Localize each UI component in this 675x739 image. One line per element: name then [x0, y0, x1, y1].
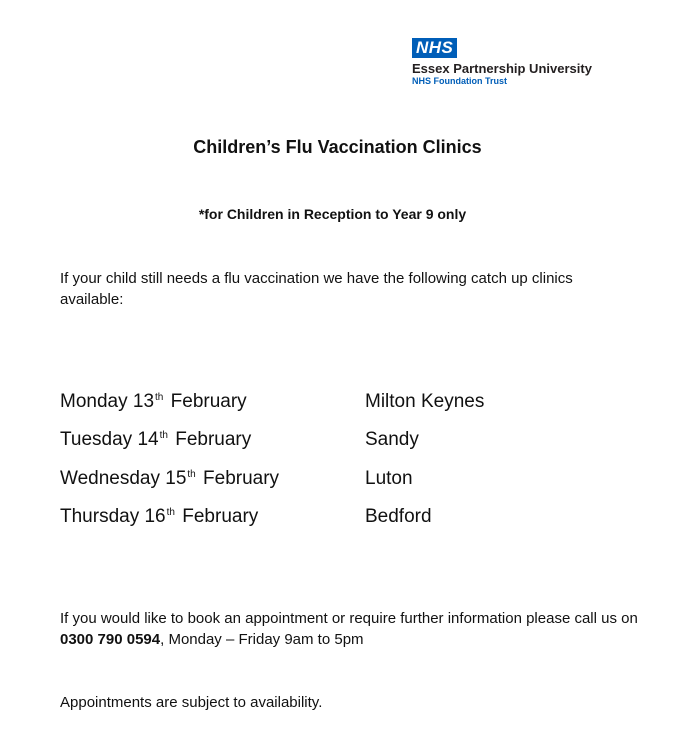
clinic-day: Wednesday 15: [60, 467, 187, 489]
clinic-day: Thursday 16: [60, 505, 166, 527]
clinic-day-suffix: th: [166, 506, 175, 518]
booking-text-after: , Monday – Friday 9am to 5pm: [160, 631, 364, 648]
phone-number: 0300 790 0594: [60, 631, 161, 648]
clinic-month: February: [182, 505, 259, 527]
clinic-row: [60, 391, 620, 429]
clinic-list: [60, 391, 620, 544]
clinic-day: Monday 13: [60, 391, 155, 412]
intro-paragraph: If your child still needs a flu vaccination we have the following catch up clinics available:: [60, 270, 573, 308]
clinic-month: February: [170, 391, 247, 412]
nhs-badge: NHS: [412, 38, 457, 58]
clinic-day-suffix: th: [155, 392, 164, 403]
clinic-location: Bedford: [365, 505, 432, 527]
organisation-subtitle: NHS Foundation Trust: [412, 76, 507, 86]
page-subtitle: *for Children in Reception to Year 9 only: [198, 206, 467, 222]
clinic-day: Tuesday 14: [60, 429, 159, 451]
availability-note: Appointments are subject to availability.: [60, 694, 323, 711]
clinic-row: [60, 468, 620, 506]
clinic-date: [60, 429, 251, 451]
booking-paragraph: [60, 608, 640, 650]
booking-text-before: If you would like to book an appointment or require further information please call us on: [60, 610, 638, 627]
clinic-location: Luton: [365, 467, 413, 489]
clinic-date: [60, 468, 279, 490]
clinic-month: February: [203, 467, 280, 489]
nhs-logo: [412, 38, 612, 87]
page-title: Children’s Flu Vaccination Clinics: [193, 137, 482, 157]
clinic-location: Sandy: [365, 429, 419, 451]
clinic-day-suffix: th: [159, 430, 168, 442]
clinic-date: [60, 391, 247, 413]
clinic-day-suffix: th: [187, 468, 196, 480]
clinic-date: [60, 506, 258, 528]
clinic-location: Milton Keynes: [365, 391, 485, 412]
clinic-row: [60, 506, 620, 544]
clinic-month: February: [175, 429, 252, 451]
clinic-row: [60, 429, 620, 467]
organisation-name: Essex Partnership University: [412, 61, 592, 76]
